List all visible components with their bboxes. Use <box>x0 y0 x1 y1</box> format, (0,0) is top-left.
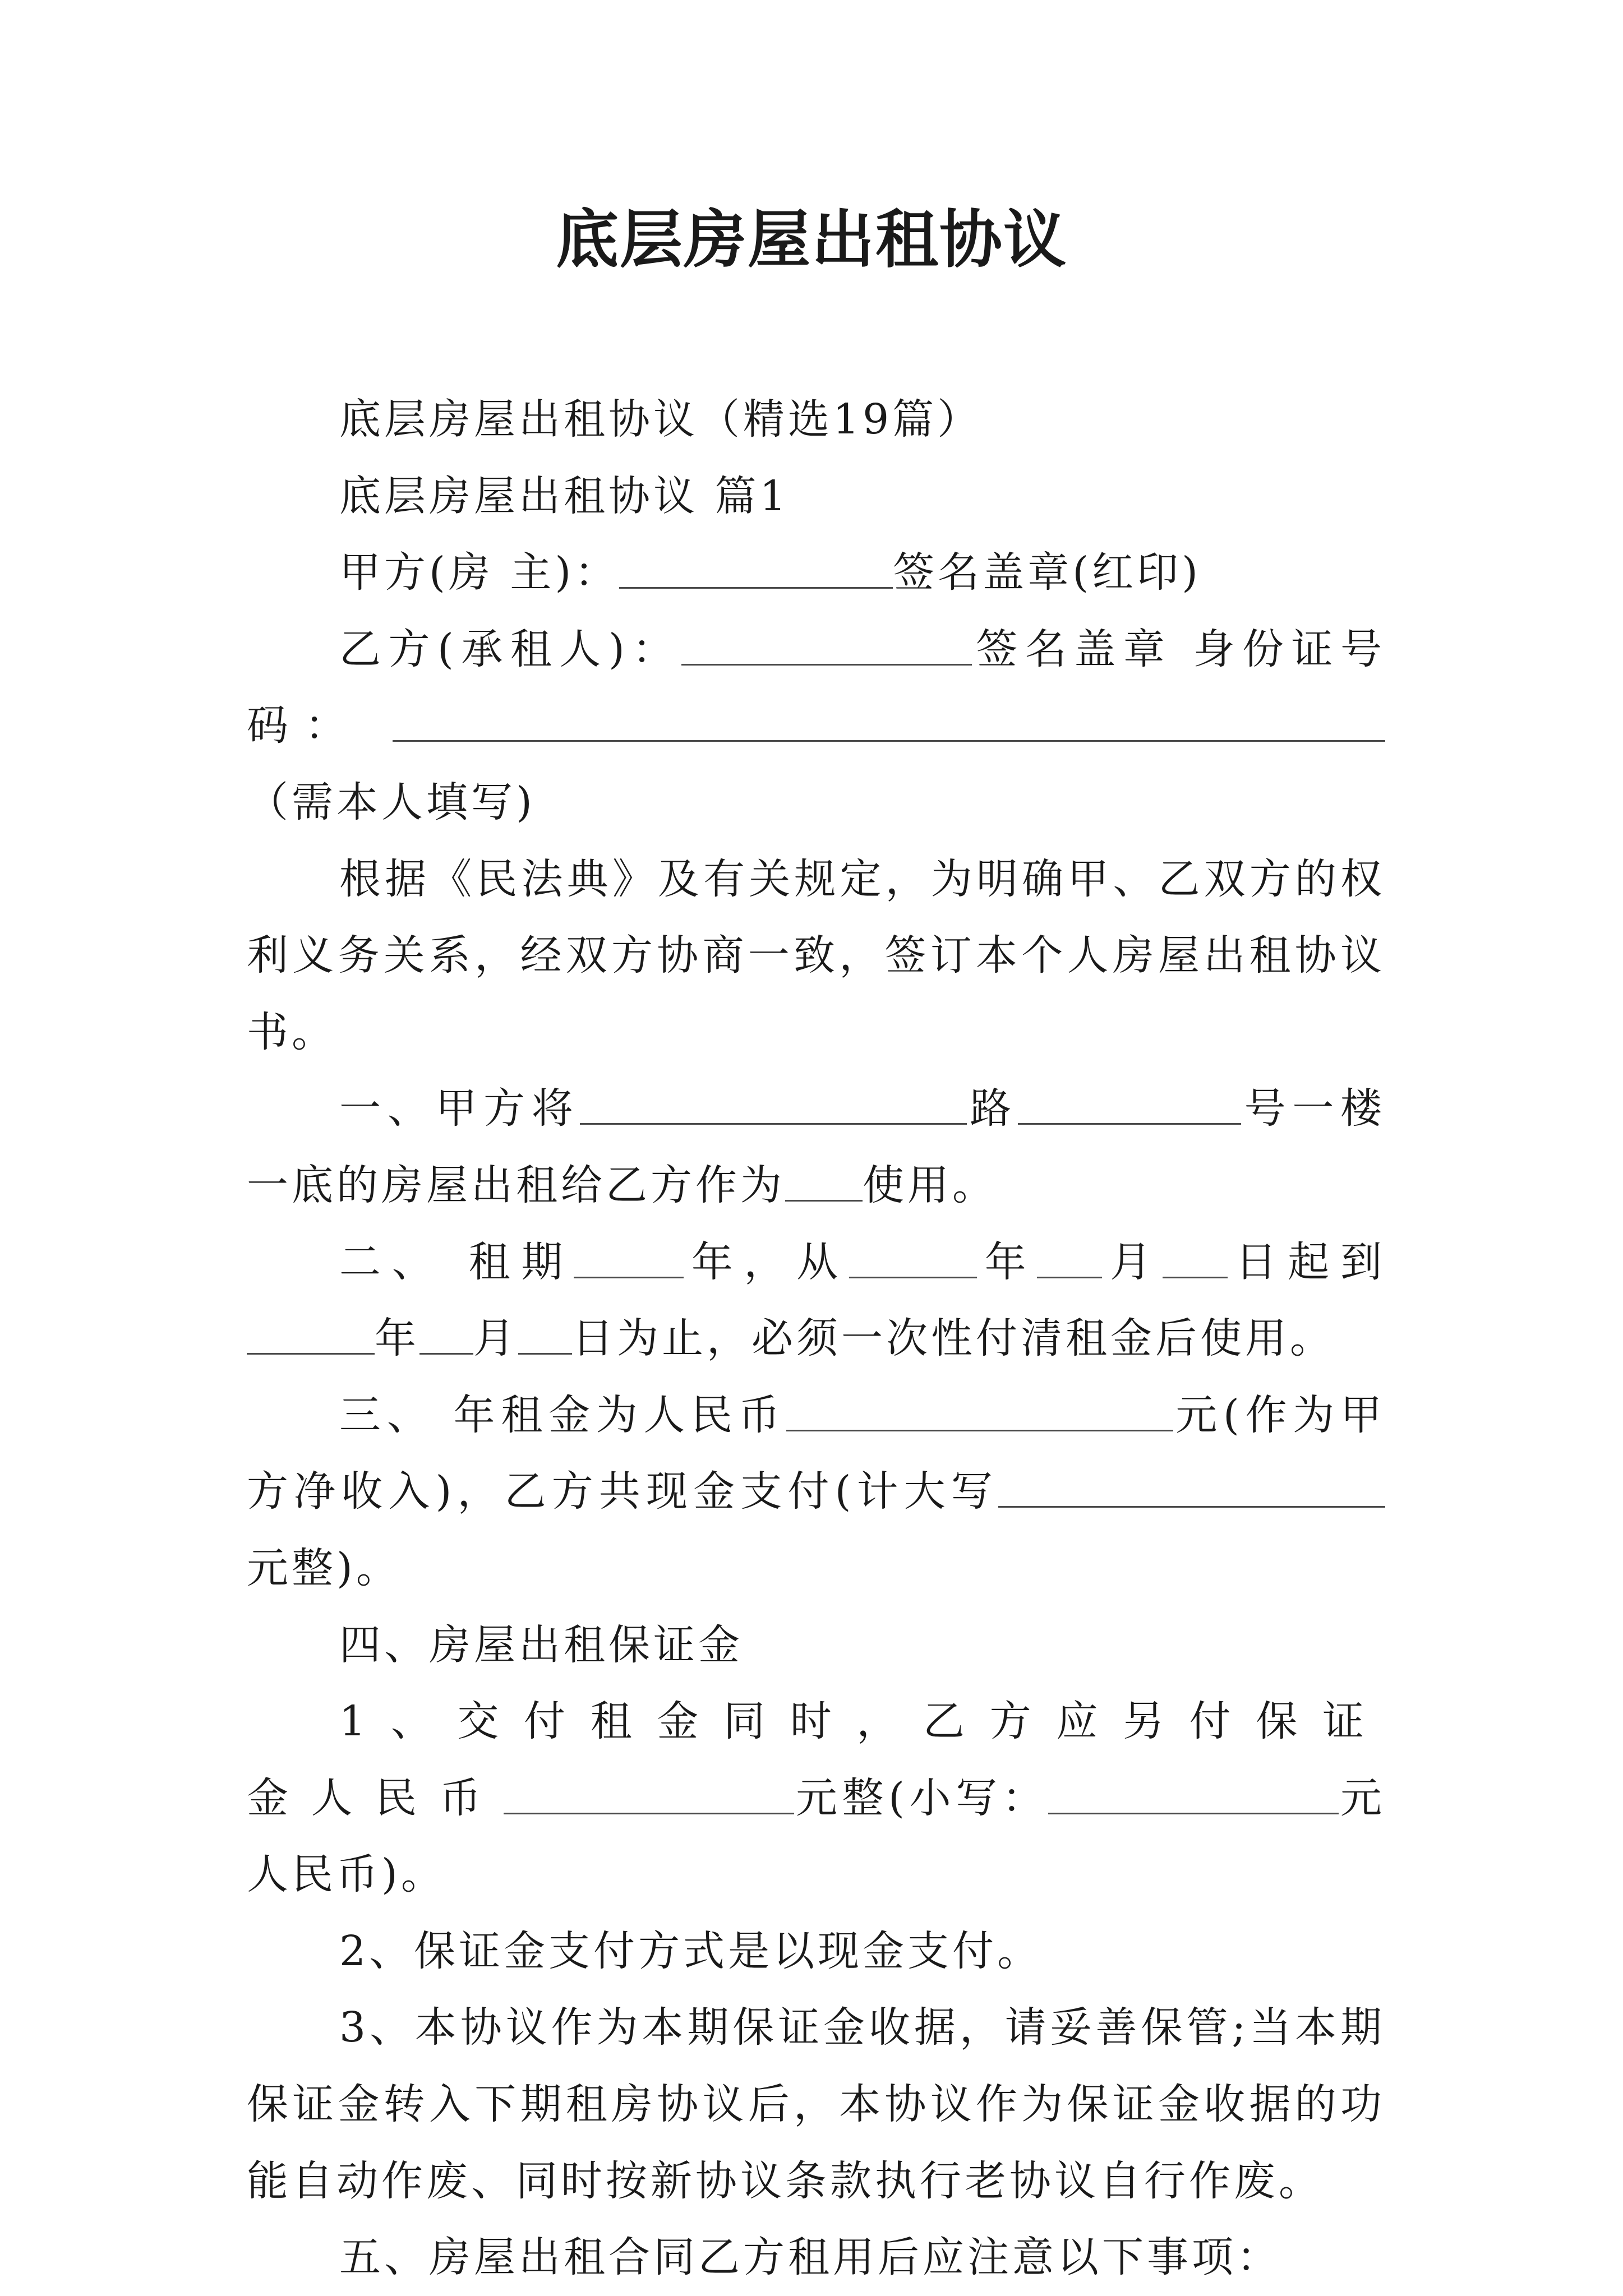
clause-4-1-text-a: 1、交付租金同时，乙方应另付保证金人民币 <box>247 1697 1385 1822</box>
party-a-blank <box>619 552 893 589</box>
clause-1-text-c: 号一楼一底的房屋出租给乙方作为 <box>247 1084 1386 1209</box>
clause-4-1-text-c: 元人民币)。 <box>247 1773 1385 1899</box>
clause-1-text-a: 一、甲方将 <box>339 1084 580 1133</box>
clause-3-text-b: 元(作为甲方净收入)，乙方共现金支付(计大写 <box>247 1390 1385 1516</box>
party-b-line <box>247 611 1385 841</box>
clause-2-text-f: 年 <box>375 1314 419 1363</box>
clause-3-text-c: 元整)。 <box>247 1544 401 1592</box>
clause-2-text-e: 日起到 <box>1227 1237 1386 1286</box>
clause-1 <box>247 1070 1385 1223</box>
usage-blank <box>785 1165 863 1202</box>
document-subtitle: 底层房屋出租协议（精选19篇） <box>339 395 983 444</box>
clause-3 <box>247 1377 1385 1607</box>
clause-3-text-a: 三、 年租金为人民币 <box>339 1390 786 1439</box>
clause-4-heading: 四、房屋出租保证金 <box>339 1620 743 1669</box>
start-day-blank <box>1163 1242 1228 1278</box>
end-day-blank <box>518 1318 572 1355</box>
party-b-sign: 签名盖章 身份证号码： <box>247 625 1385 750</box>
clause-2-text-h: 日为止，必须一次性付清租金后使用。 <box>572 1314 1335 1363</box>
deposit-lowercase-blank <box>1048 1778 1339 1814</box>
party-b-blank <box>681 629 972 666</box>
clause-4-3: 3、本协议作为本期保证金收据，请妥善保管;当本期保证金转入下期租房协议后，本协议作为保证金收据的功能自动作废、同时按新协议条款执行老协议自行作废。 <box>247 2003 1385 2205</box>
rent-amount-blank <box>786 1395 1173 1431</box>
clause-1-text-b: 路 <box>966 1084 1018 1133</box>
deposit-uppercase-blank <box>504 1778 794 1814</box>
rent-uppercase-blank <box>998 1471 1385 1508</box>
party-a-label: 甲方(房 主)： <box>339 548 620 597</box>
party-a-sign: 签名盖章(红印) <box>893 548 1202 597</box>
road-blank <box>580 1088 967 1125</box>
clause-4-2: 2、保证金支付方式是以现金支付。 <box>339 1927 1043 1975</box>
clause-2-text-g: 月 <box>473 1314 518 1363</box>
clause-1-text-d: 使用。 <box>863 1161 997 1209</box>
clause-2 <box>247 1224 1385 1377</box>
end-year-blank <box>247 1318 375 1355</box>
clause-2-text-b: 年，从 <box>684 1237 849 1286</box>
number-blank <box>1018 1088 1241 1125</box>
start-year-blank <box>849 1242 977 1278</box>
start-month-blank <box>1037 1242 1102 1278</box>
party-a-line <box>247 534 1385 611</box>
id-number-blank <box>393 705 1385 742</box>
clause-4-1-text-b: 元整(小写： <box>794 1773 1049 1822</box>
document-title: 底层房屋出租协议 <box>556 203 1067 276</box>
party-b-note: （需本人填写) <box>247 778 536 826</box>
party-b-label: 乙方(承租人)： <box>339 625 681 673</box>
clause-5-heading: 五、房屋出租合同乙方租用后应注意以下事项： <box>339 2233 1281 2282</box>
document-body <box>247 381 1385 2296</box>
clause-2-text-a: 二、 租期 <box>339 1237 574 1286</box>
end-month-blank <box>419 1318 473 1355</box>
clause-2-text-d: 月 <box>1102 1237 1163 1286</box>
clause-4-1 <box>247 1683 1385 1913</box>
intro-paragraph: 根据《民法典》及有关规定，为明确甲、乙双方的权利义务关系，经双方协商一致，签订本个人房屋出租协议书。 <box>247 854 1385 1056</box>
clause-2-text-c: 年 <box>976 1237 1038 1286</box>
term-years-blank <box>574 1242 684 1278</box>
section-heading: 底层房屋出租协议 篇1 <box>339 472 790 520</box>
